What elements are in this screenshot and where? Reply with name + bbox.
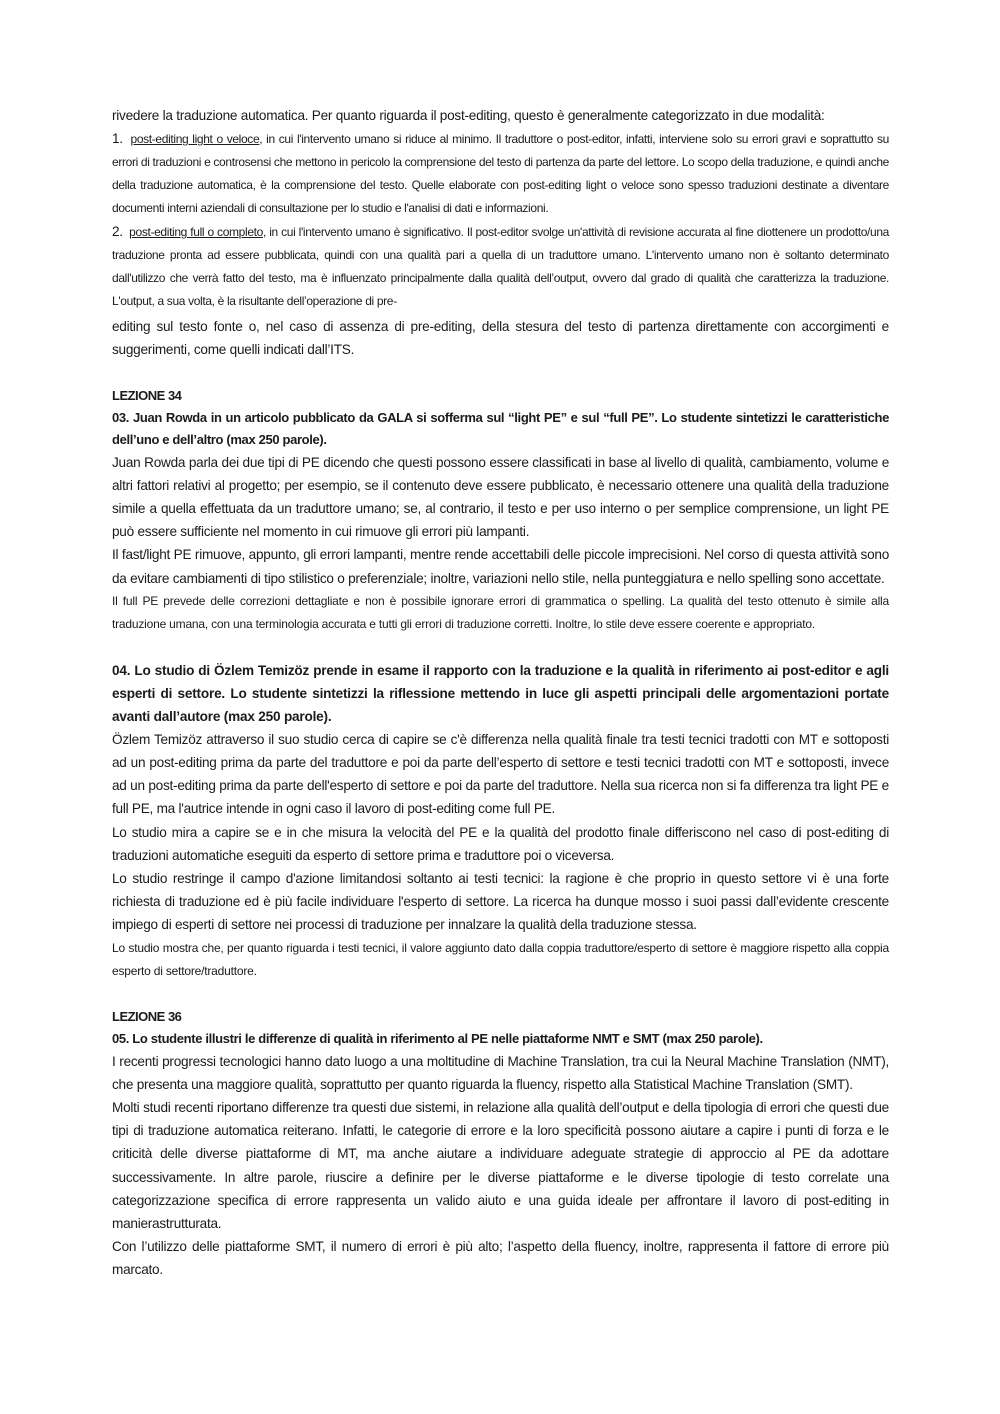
intro-line: rivedere la traduzione automatica. Per quanto riguarda il post-editing, questo è generalmente categorizzato in due modalità: [112, 108, 825, 123]
intro-continuation: editing sul testo fonte o, nel caso di assenza di pre-editing, della stesura del testo di partenza direttamente con accorgimenti e suggerimenti, come quelli indicati dall’ITS. [112, 319, 889, 358]
list-item-text: , in cui l'intervento umano è significativo. Il post-editor svolge un'attività di revisione accurata al fine diottenere un prodotto/una traduzione pronta ad essere pubblicata, quindi con una qualità pari a quella di un traduttore umano. L'intervento umano non è soltanto determinato dall'utilizzo che verrà fatto del testo, ma è influenzato principalmente dalla qualità dell’output, ovvero dal grado di qualità che caratterizza la traduzione. L'output, a sua volta, è la risultante dell’operazione di pre- [112, 225, 889, 309]
answer-05-paragraph: Molti studi recenti riportano differenze tra questi due sistemi, in relazione alla qualità dell’output e della tipologia di errori che questi due tipi di traduzione automatica reiterano. Infatti, le categorie di errore e la loro specificità possono aiutare a capire i punti di forza e le criticità delle diverse piattaforme di MT, ma anche aiutare a individuare adeguate strategie di approccio al PE da adottare successivamente. In altre parole, riuscire a definire per le diverse piattaforme e le diverse tipologie di testo correlate una categorizzazione specifica di errore rappresenta un valido aiuto e una guida ideale per affrontare il lavoro di post-editing in manierastrutturata. [112, 1100, 889, 1232]
question-04: 04. Lo studio di Özlem Temizöz prende in esame il rapporto con la traduzione e la qualità in riferimento ai post-editor e agli esperti di settore. Lo studente sintetizzi la riflessione mettendo in luce gli aspetti principali delle argomentazioni portate avanti dall’autore (max 250 parole). [112, 662, 889, 724]
list-item-light [112, 127, 889, 220]
question-03: 03. Juan Rowda in un articolo pubblicato da GALA si sofferma sul “light PE” e sul “full PE”. Lo studente sintetizzi le caratteristiche dell’uno e dell’altro (max 250 parole). [112, 409, 889, 447]
term-light-pe: post-editing light o veloce [130, 132, 260, 147]
answer-04-paragraph: Özlem Temizöz attraverso il suo studio cerca di capire se c'è differenza nella qualità finale tra testi tecnici tradotti con MT e sottoposti ad un post-editing prima da parte del traduttore e poi da parte dell’esperto di settore e testi tecnici tradotti con MT e sottoposti, invece ad un post-editing prima da parte dell'esperto di settore e poi da parte del traduttore. Nella sua ricerca non si fa differenza tra light PE e full PE, ma l'autrice intende in ogni caso il lavoro di post-editing come full PE. [112, 731, 889, 817]
list-item-text: , in cui l'intervento umano si riduce al minimo. Il traduttore o post-editor, infatti, interviene solo su errori gravi e soprattutto su errori di traduzioni e controsensi che mettono in pericolo la comprensione del testo di partenza da parte del lettore. Lo scopo della traduzione, e quindi anche della traduzione automatica, è la comprensione del testo. Quelle elaborate con post-editing light o veloce sono spesso traduzioni destinate a diventare documenti interni aziendali di consultazione per lo studio e l'analisi di dati e informazioni. [112, 132, 890, 216]
spacer [112, 983, 889, 1006]
document-page [112, 104, 889, 1282]
spacer [112, 636, 889, 659]
answer-05-paragraph: I recenti progressi tecnologici hanno dato luogo a una moltitudine di Machine Translation, tra cui la Neural Machine Translation (NMT), che presenta una maggiore qualità, soprattutto per quanto riguarda la fluency, rispetto alla Statistical Machine Translation (SMT). [112, 1053, 889, 1092]
answer-03-paragraph: Il full PE prevede delle correzioni dettagliate e non è possibile ignorare errori di grammatica o spelling. La qualità del testo ottenuto è simile alla traduzione umana, con una terminologia accurata e tutti gli errori di traduzione corretti. Inoltre, lo stile deve essere coerente e appropriato. [112, 593, 889, 631]
spacer [112, 362, 889, 385]
section-heading-lezione-34: LEZIONE 34 [112, 387, 182, 403]
section-heading-lezione-36: LEZIONE 36 [112, 1008, 182, 1024]
list-number: 2. [112, 224, 123, 240]
answer-03-paragraph: Juan Rowda parla dei due tipi di PE dicendo che questi possono essere classificati in base al livello di qualità, cambiamento, volume e altri fattori relativi al progetto; per esempio, se il contenuto deve essere pubblicato, è necessario ottenere una qualità della traduzione simile a quella effettuata da un traduttore umano; se, al contrario, il testo e per uso interno o per semplice comprensione, un light PE può essere sufficiente nel momento in cui rimuove gli errori più lampanti. [112, 454, 889, 540]
answer-05-paragraph: Con l’utilizzo delle piattaforme SMT, il numero di errori è più alto; l’aspetto della fluency, inoltre, rappresenta il fattore di errore più marcato. [112, 1239, 889, 1278]
question-05: 05. Lo studente illustri le differenze di qualità in riferimento al PE nelle piattaforme NMT e SMT (max 250 parole). [112, 1030, 763, 1046]
list-item-full [112, 220, 889, 313]
answer-04-paragraph: Lo studio mira a capire se e in che misura la velocità del PE e la qualità del prodotto finale differiscono nel caso di post-editing di traduzioni automatiche eseguiti da esperto di settore prima e traduttore poi o viceversa. [112, 824, 889, 863]
answer-04-paragraph: Lo studio restringe il campo d'azione limitandosi soltanto ai testi tecnici: la ragione è che proprio in questo settore vi è una forte richiesta di traduzione ed è più facile individuare l'esperto di settore. La ricerca ha dunque mosso i suoi passi dall’evidente crescente impiego di esperti di settore nei processi di traduzione per innalzare la qualità della traduzione stessa. [112, 871, 889, 933]
answer-03-paragraph: Il fast/light PE rimuove, appunto, gli errori lampanti, mentre rende accettabili delle piccole imprecisioni. Nel corso di questa attività sono da evitare cambiamenti di tipo stilistico o preferenziale; inoltre, variazioni nello stile, nella punteggiatura e nello spelling sono accettate. [112, 547, 889, 586]
answer-04-paragraph: Lo studio mostra che, per quanto riguarda i testi tecnici, il valore aggiunto dato dalla coppia traduttore/esperto di settore è maggiore rispetto alla coppia esperto di settore/traduttore. [112, 940, 889, 978]
term-full-pe: post-editing full o completo [129, 225, 263, 240]
list-number: 1. [112, 131, 123, 147]
